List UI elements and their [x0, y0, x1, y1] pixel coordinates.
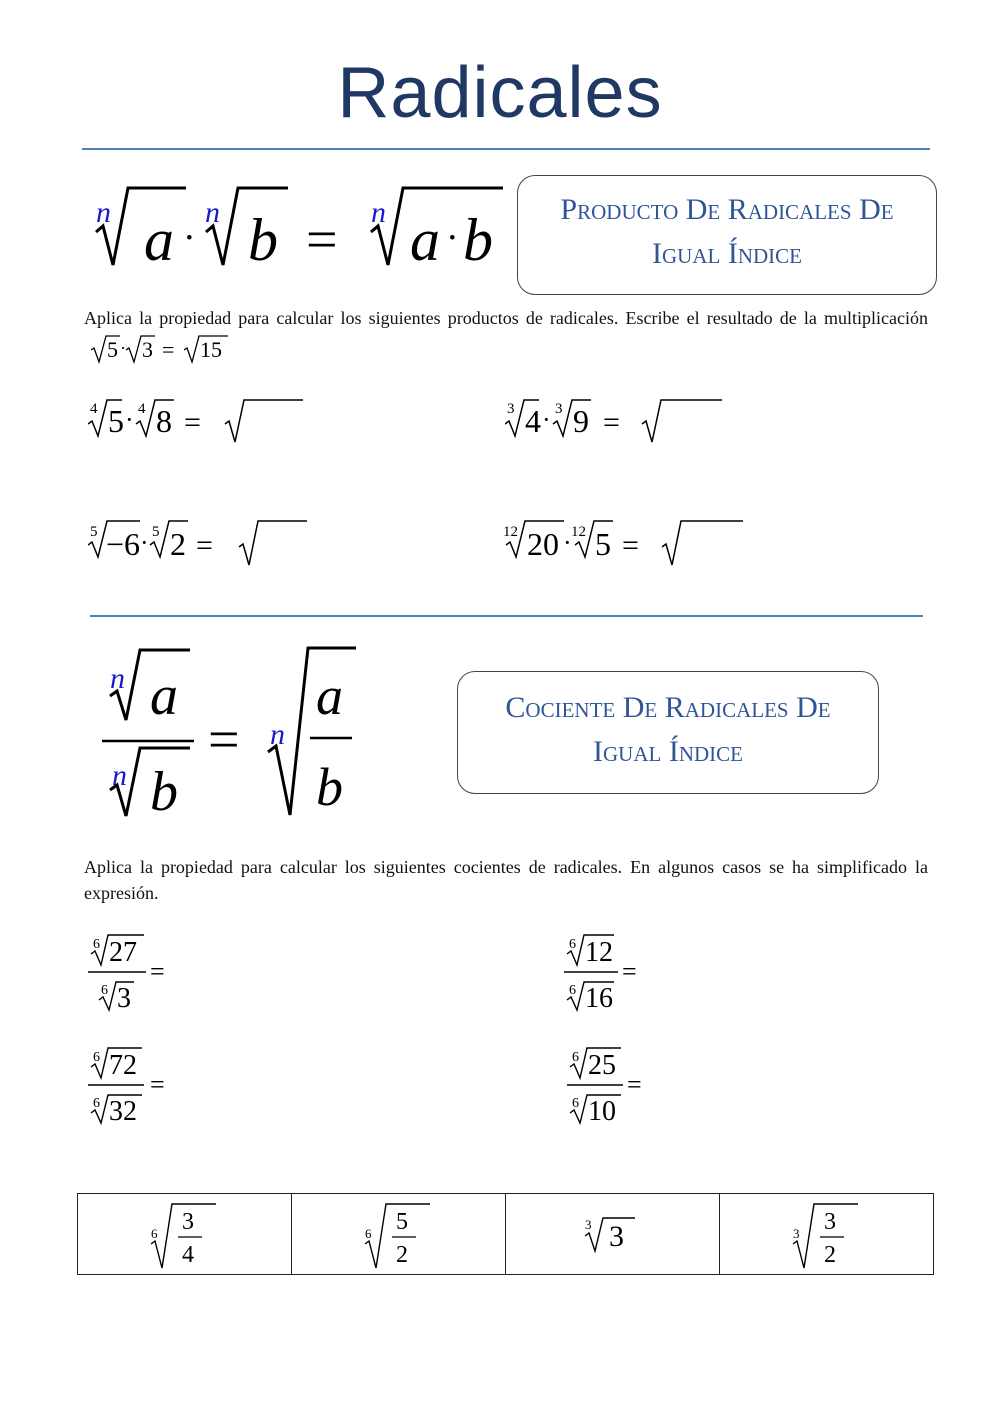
- answer-cell-2[interactable]: [292, 1194, 506, 1275]
- answer-cell-3[interactable]: [506, 1194, 720, 1275]
- svg-text:6: 6: [569, 983, 576, 998]
- answers-table: [77, 1193, 934, 1275]
- answer-cell-4[interactable]: [720, 1194, 934, 1275]
- quotient-formula: [98, 640, 368, 825]
- product-exercise-4: [502, 513, 747, 569]
- answer-radical-blank: [642, 400, 722, 442]
- svg-text:·: ·: [120, 338, 126, 358]
- svg-text:n: n: [112, 759, 127, 792]
- product-exercise-3: [88, 513, 318, 569]
- svg-text:b: b: [316, 757, 343, 817]
- svg-text:2: 2: [823, 1242, 836, 1268]
- product-formula: [88, 170, 508, 280]
- product-box-line2: Igual Índice: [652, 236, 802, 270]
- answer-3-radical: [583, 1196, 643, 1272]
- svg-text:12: 12: [503, 524, 518, 540]
- svg-text:3: 3: [507, 401, 515, 417]
- formula-dot: ·: [446, 217, 459, 259]
- quotient-exercise-1: [86, 930, 181, 1015]
- svg-text:3: 3: [142, 337, 153, 362]
- svg-text:4: 4: [525, 403, 541, 439]
- svg-text:6: 6: [572, 1096, 579, 1111]
- answer-2-radical: [364, 1196, 434, 1272]
- quotient-instruction: Aplica la propiedad para calcular los siguientes cocientes de radicales. En algunos casos se ha simplificado la expresión.: [84, 857, 928, 904]
- formula-dot: ·: [183, 217, 196, 259]
- svg-text:6: 6: [93, 1050, 100, 1065]
- product-instruction: [84, 305, 928, 366]
- answer-radical-blank: [239, 521, 307, 565]
- formula-radicand-a: a: [410, 207, 440, 273]
- svg-text:·: ·: [542, 405, 551, 434]
- svg-text:12: 12: [571, 524, 586, 540]
- svg-text:2: 2: [395, 1242, 408, 1268]
- svg-text:25: 25: [588, 1050, 616, 1081]
- svg-text:=: =: [184, 406, 201, 439]
- svg-text:10: 10: [588, 1096, 616, 1127]
- svg-text:8: 8: [156, 403, 172, 439]
- svg-text:n: n: [110, 662, 125, 695]
- answers-row: [78, 1194, 934, 1275]
- quotient-box-line2: Igual Índice: [593, 734, 743, 768]
- svg-text:5: 5: [152, 524, 160, 540]
- title-divider: [82, 148, 930, 150]
- page-title: Radicales: [337, 53, 663, 133]
- svg-text:6: 6: [572, 1050, 579, 1065]
- svg-text:=: =: [627, 1070, 642, 1099]
- svg-text:4: 4: [138, 401, 146, 417]
- svg-text:=: =: [622, 529, 639, 562]
- quotient-property-box: [457, 671, 879, 794]
- svg-text:a: a: [150, 665, 178, 727]
- svg-text:3: 3: [792, 1226, 799, 1241]
- svg-text:3: 3: [117, 983, 131, 1014]
- svg-text:4: 4: [181, 1242, 194, 1268]
- formula-index: n: [96, 196, 111, 229]
- svg-text:2: 2: [170, 526, 186, 562]
- svg-text:·: ·: [140, 528, 149, 557]
- svg-text:n: n: [270, 718, 285, 751]
- answer-radical-blank: [225, 400, 303, 442]
- svg-text:6: 6: [101, 983, 108, 998]
- svg-text:3: 3: [555, 401, 563, 417]
- formula-index: n: [205, 196, 220, 229]
- svg-text:6: 6: [93, 1096, 100, 1111]
- product-instruction-text: Aplica la propiedad para calcular los siguientes productos de radicales. Escribe el resultado de la multiplicación: [84, 308, 928, 328]
- answer-1-radical: [150, 1196, 220, 1272]
- formula-radicand-b: b: [463, 207, 493, 273]
- formula-index: n: [371, 196, 386, 229]
- svg-text:·: ·: [125, 405, 134, 434]
- svg-text:=: =: [622, 957, 637, 986]
- product-exercise-1: [88, 392, 313, 448]
- svg-text:12: 12: [585, 937, 613, 968]
- svg-text:5: 5: [90, 524, 98, 540]
- svg-text:5: 5: [107, 337, 118, 362]
- svg-text:6: 6: [569, 937, 576, 952]
- quotient-box-line1: Cociente De Radicales De: [505, 691, 831, 724]
- svg-text:6: 6: [364, 1226, 371, 1241]
- svg-text:=: =: [150, 957, 165, 986]
- svg-text:·: ·: [563, 528, 572, 557]
- formula-radicand-b: b: [248, 207, 278, 273]
- svg-text:4: 4: [90, 401, 98, 417]
- svg-text:6: 6: [93, 937, 100, 952]
- product-exercise-2: [505, 392, 730, 448]
- svg-text:3: 3: [181, 1209, 194, 1235]
- svg-text:=: =: [196, 529, 213, 562]
- svg-text:16: 16: [585, 983, 613, 1014]
- svg-text:3: 3: [584, 1217, 591, 1232]
- svg-text:3: 3: [823, 1209, 836, 1235]
- quotient-exercise-4: [565, 1043, 660, 1128]
- formula-equals: =: [306, 209, 338, 271]
- svg-text:5: 5: [595, 526, 611, 562]
- product-property-box: [517, 175, 937, 295]
- product-example: [90, 332, 238, 366]
- svg-text:=: =: [208, 709, 240, 771]
- answer-4-radical: [792, 1196, 862, 1272]
- svg-text:=: =: [603, 406, 620, 439]
- svg-text:27: 27: [109, 937, 137, 968]
- svg-text:=: =: [162, 337, 175, 362]
- svg-text:5: 5: [395, 1209, 408, 1235]
- product-box-line1: Producto De Radicales De: [560, 193, 894, 226]
- svg-text:20: 20: [527, 526, 559, 562]
- quotient-exercise-3: [86, 1043, 181, 1128]
- svg-text:3: 3: [608, 1220, 624, 1253]
- svg-text:9: 9: [573, 403, 589, 439]
- svg-text:5: 5: [108, 403, 124, 439]
- formula-radicand-a: a: [144, 207, 174, 273]
- svg-text:72: 72: [109, 1050, 137, 1081]
- section-divider: [90, 615, 923, 617]
- answer-cell-1[interactable]: [78, 1194, 292, 1275]
- svg-text:−6: −6: [106, 526, 141, 562]
- svg-text:=: =: [150, 1070, 165, 1099]
- svg-text:15: 15: [200, 337, 222, 362]
- svg-text:32: 32: [109, 1096, 137, 1127]
- answer-radical-blank: [662, 521, 743, 565]
- svg-text:6: 6: [150, 1226, 157, 1241]
- svg-text:b: b: [150, 761, 178, 823]
- quotient-exercise-2: [562, 930, 657, 1015]
- svg-text:a: a: [316, 666, 343, 726]
